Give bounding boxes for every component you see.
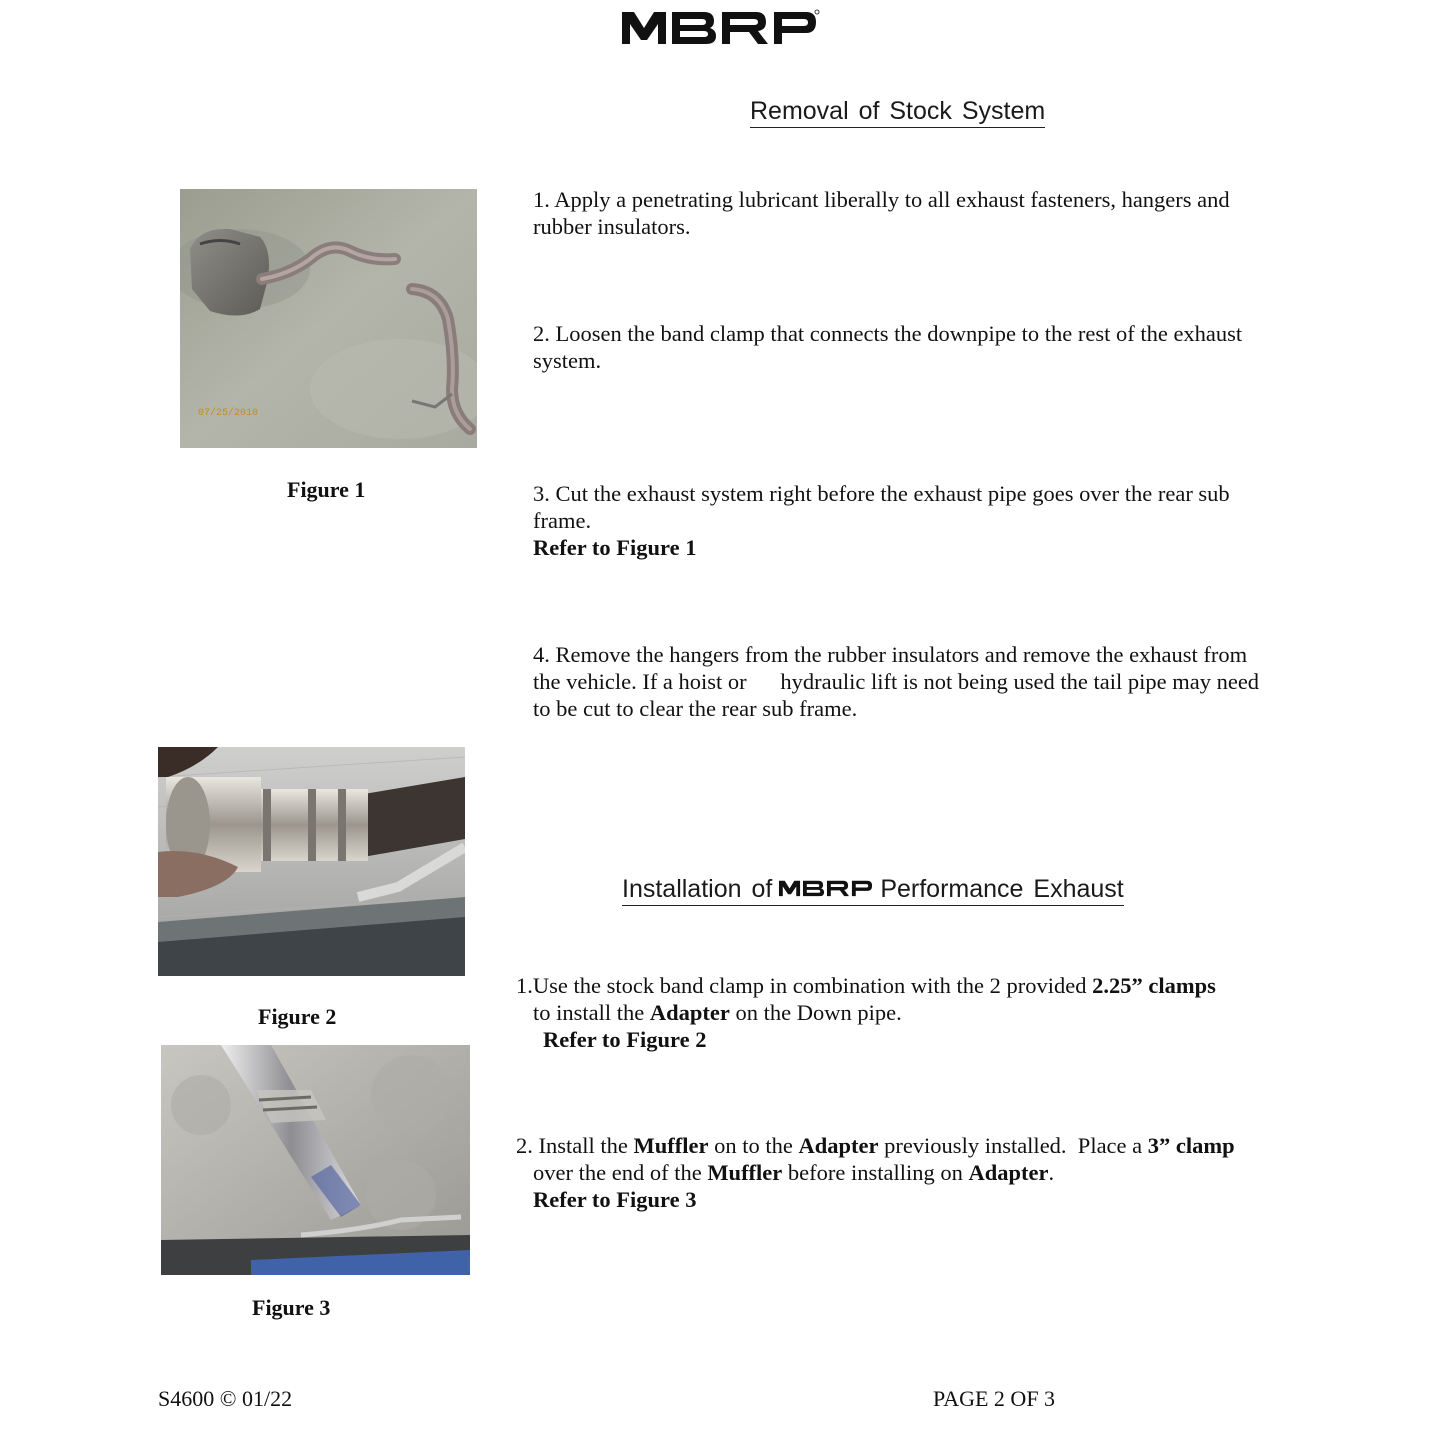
removal-step-2: 2. Loosen the band clamp that connects the downpipe to the rest of the exhaust system. [533,321,1243,373]
installation-heading-prefix: Installation of [622,875,773,903]
removal-step-3-text: 3. Cut the exhaust system right before the exhaust pipe goes over the rear sub frame. [533,481,1230,533]
footer-doc-code: S4600 © 01/22 [158,1386,293,1411]
install-step-2-text-e: previously installed. Place a [878,1133,1148,1158]
install-step-1-adapter: Adapter [649,1000,730,1025]
figure-1-photo [180,189,477,448]
install-step-2-text-a: 2. Install the [516,1133,634,1158]
mbrp-logo [620,6,820,48]
install-step-2-clamp-size: 3” clamp [1147,1133,1235,1158]
figure-1-date-stamp: 07/25/2010 [198,408,259,419]
removal-step-3 [533,480,1293,561]
install-step-2-text-c: on to the [708,1133,799,1158]
installation-heading-brand-logo [778,877,874,899]
install-step-1-text-e: on the Down pipe. [729,1000,902,1025]
figure-2-caption: Figure 2 [258,1004,337,1029]
footer-page-number: PAGE 2 OF 3 [933,1386,1056,1411]
installation-heading [622,875,1124,906]
removal-heading: Removal of Stock System [750,97,1045,128]
figure-3-photo [161,1045,470,1275]
install-step-2-text-i: before installing on [782,1160,969,1185]
install-step-1-clamp-size: 2.25” clamps [1092,973,1216,998]
figure-2-photo [158,747,465,976]
figure-1-caption: Figure 1 [287,477,366,502]
install-step-2-muffler: Muffler [633,1133,709,1158]
install-step-2-text-k: . [1048,1160,1055,1185]
install-step-2-muffler-2: Muffler [707,1160,783,1185]
install-step-2-text-g: over the end of the [533,1160,708,1185]
install-step-1-text-c: to install the [533,1000,650,1025]
install-step-1 [516,972,1296,1053]
install-step-2-ref: Refer to Figure 3 [533,1187,697,1212]
removal-step-3-ref: Refer to Figure 1 [533,535,697,560]
install-step-1-text-a: 1.Use the stock band clamp in combination with the 2 provided [516,973,1093,998]
removal-step-1: 1. Apply a penetrating lubricant liberally to all exhaust fasteners, hangers and rubber insulators. [533,187,1230,239]
install-step-2 [516,1132,1316,1213]
install-step-2-adapter: Adapter [798,1133,879,1158]
install-step-2-adapter-2: Adapter [968,1160,1049,1185]
install-step-1-ref: Refer to Figure 2 [543,1027,707,1052]
installation-heading-suffix: Performance Exhaust [880,875,1124,903]
removal-step-4: 4. Remove the hangers from the rubber insulators and remove the exhaust from the vehicle. If a hoist or hydraulic lift is not being used the tail pipe may need to be cut to clear the rear sub frame. [533,642,1265,721]
figure-3-caption: Figure 3 [252,1295,331,1320]
